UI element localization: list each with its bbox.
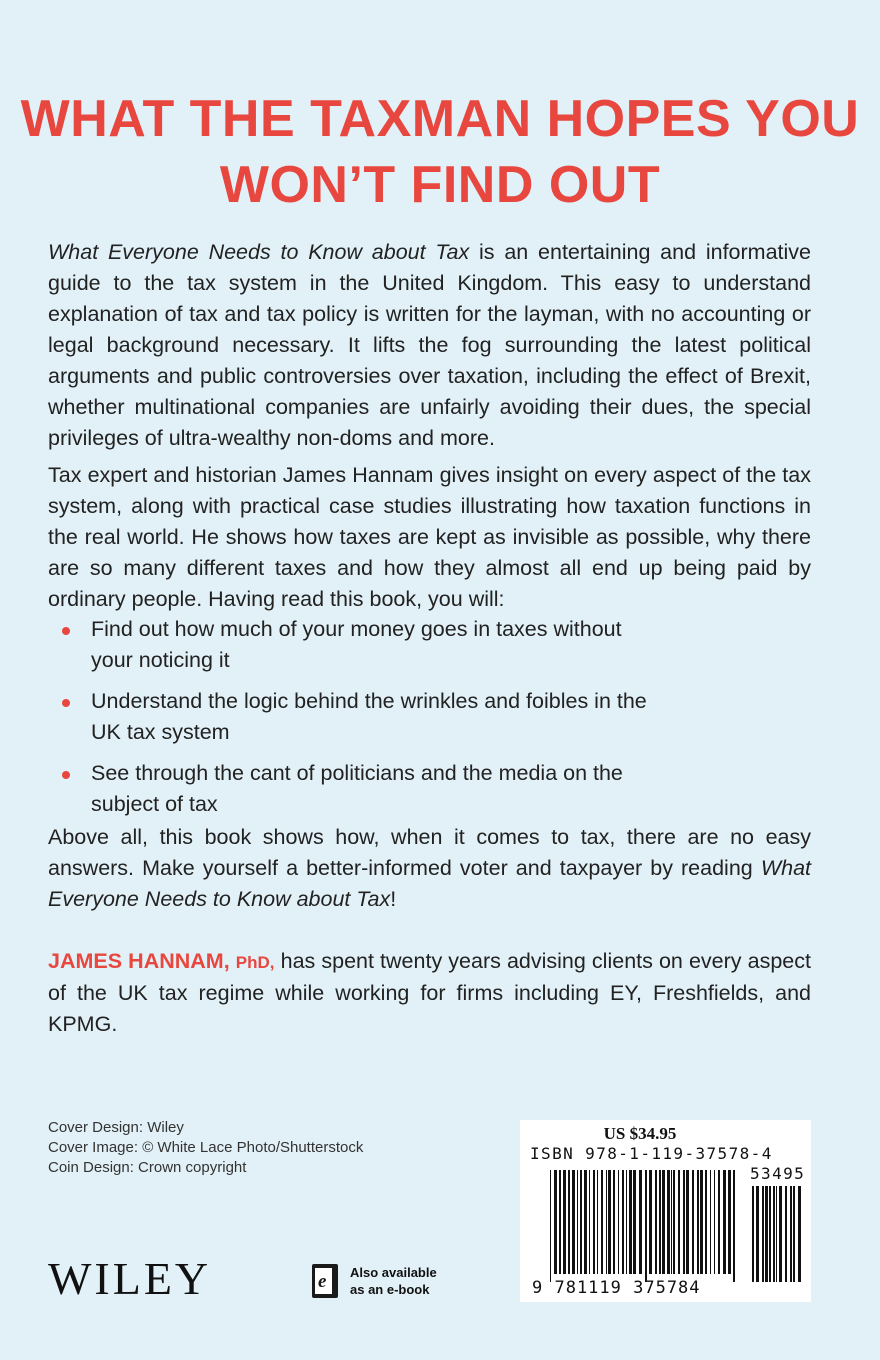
barcode-bar [613,1170,615,1274]
barcode-bar [671,1170,672,1274]
barcode-bar [773,1186,775,1282]
barcode-bar [608,1170,611,1274]
barcode-bar [728,1170,731,1274]
barcode-bar [629,1170,632,1274]
barcode-box [520,1120,811,1302]
author-name: JAMES HANNAM, PhD, [48,949,275,973]
barcode-bar [718,1170,720,1274]
barcode-bar [667,1170,670,1274]
ebook-text: Also available as an e-book [350,1265,437,1297]
barcode-bar [580,1170,582,1274]
publisher-logo: WILEY [48,1253,212,1304]
bullet-dot-icon [62,699,70,707]
description-paragraph-3: Above all, this book shows how, when it comes to tax, there are no easy answers. Make yourself a better-informed voter and taxpayer by reading What Everyone Needs to Know about Tax! [48,825,811,911]
barcode-bars [550,1170,738,1282]
barcode-bar [705,1170,707,1274]
barcode-bar [577,1170,578,1274]
svg-text:e: e [318,1271,327,1292]
barcode-bar [752,1186,754,1282]
barcode-bar [618,1170,619,1274]
list-item: See through the cant of politicians and the media on the subject of tax [48,758,668,820]
headline-line-1: WHAT THE TAXMAN HOPES YOU [20,90,860,148]
barcode-bar [559,1170,561,1274]
barcode-bar [550,1170,551,1282]
description-paragraph-2: Tax expert and historian James Hannam gives insight on every aspect of the tax system, along with practical case studies illustrating how taxation functions in the real world. He shows how taxes are kept as invisible as possible, why there are so many different taxes and how they almost all end up being paid by ordinary people. Having read this book, you will: [48,463,811,611]
barcode-bar [779,1186,782,1282]
credit-line: Cover Image: © White Lace Photo/Shutterstock [48,1139,364,1156]
list-item: Find out how much of your money goes in taxes without your noticing it [48,614,668,676]
barcode-bar [733,1170,735,1282]
book-title: What Everyone Needs to Know about Tax [48,240,470,264]
barcode-bar [659,1170,661,1274]
barcode-bar [776,1186,777,1282]
barcode-bar [762,1186,764,1282]
bullet-dot-icon [62,627,70,635]
barcode-bar [593,1170,595,1274]
barcode-bar [692,1170,694,1274]
credit-line: Coin Design: Crown copyright [48,1159,247,1176]
barcode-bar [626,1170,627,1274]
list-item: Understand the logic behind the wrinkles and foibles in the UK tax system [48,686,668,748]
addon-barcode-bars [752,1186,802,1282]
barcode-bar [723,1170,726,1274]
bullet-dot-icon [62,771,70,779]
author-degree: PhD, [235,953,275,972]
barcode-bar [793,1186,795,1282]
isbn-text: ISBN 978-1-119-37578-4 [530,1144,773,1163]
barcode-bar [673,1170,675,1274]
barcode-bar [655,1170,657,1274]
barcode-bar [606,1170,607,1274]
barcode-bar [633,1170,636,1274]
benefits-list [48,614,668,830]
paragraph-3-text: Above all, this book shows how, when it comes to tax, there are no easy answers. Make yourself a better-informed voter and taxpayer by reading [48,825,811,880]
barcode-bar [572,1170,575,1274]
book-title-2: What Everyone Needs to Know about Tax [48,856,811,911]
headline-line-2: WON’T FIND OUT [219,156,661,214]
barcode-bar [756,1186,759,1282]
barcode-bar [769,1186,771,1282]
barcode-bar [554,1170,557,1274]
barcode-bar [700,1170,703,1274]
ebook-badge [312,1264,437,1298]
barcode-bar [597,1170,598,1274]
barcode-bar [584,1170,587,1274]
barcode-bar [714,1170,715,1274]
barcode-bar [622,1170,624,1274]
description-paragraph-1 [48,237,811,454]
author-bio [48,946,811,1040]
barcode-bar [765,1186,768,1282]
paragraph-1-text: is an entertaining and informative guide to the tax system in the United Kingdom. This easy to understand explanation of tax and tax policy is written for the layman, with no accounting or legal background necessary. It lifts the fog surrounding the latest political arguments and public controversies over taxation, including the effect of Brexit, whether multinational companies are unfairly avoiding their dues, the special privileges of ultra-wealthy non-doms and more. [48,240,811,450]
barcode-bar [790,1186,792,1282]
barcode-bar [710,1170,711,1274]
barcode-bar [798,1186,801,1282]
barcode-bar [601,1170,603,1274]
barcode-bar [785,1186,787,1282]
price: US $34.95 [603,1124,677,1143]
barcode-bar [639,1170,642,1274]
author-bio-text: has spent twenty years advising clients on every aspect of the UK tax regime while working for firms including EY, Freshfields, and KPMG. [48,949,811,1036]
barcode-bar [686,1170,689,1274]
barcode-bar [678,1170,680,1274]
barcode-bar [683,1170,685,1274]
credit-line: Cover Design: Wiley [48,1119,184,1136]
ebook-icon [312,1264,338,1298]
headline [0,86,880,218]
barcode-bar [649,1170,652,1274]
barcode-bar [589,1170,590,1274]
barcode-bar [662,1170,665,1274]
barcode-bar [697,1170,699,1274]
addon-code: 53495 [750,1164,806,1183]
barcode-bar [645,1170,647,1282]
barcode-bar [568,1170,570,1274]
barcode-bar [563,1170,566,1274]
cover-credits [48,1118,363,1178]
ean-number: 9 781119 375784 [532,1278,701,1298]
